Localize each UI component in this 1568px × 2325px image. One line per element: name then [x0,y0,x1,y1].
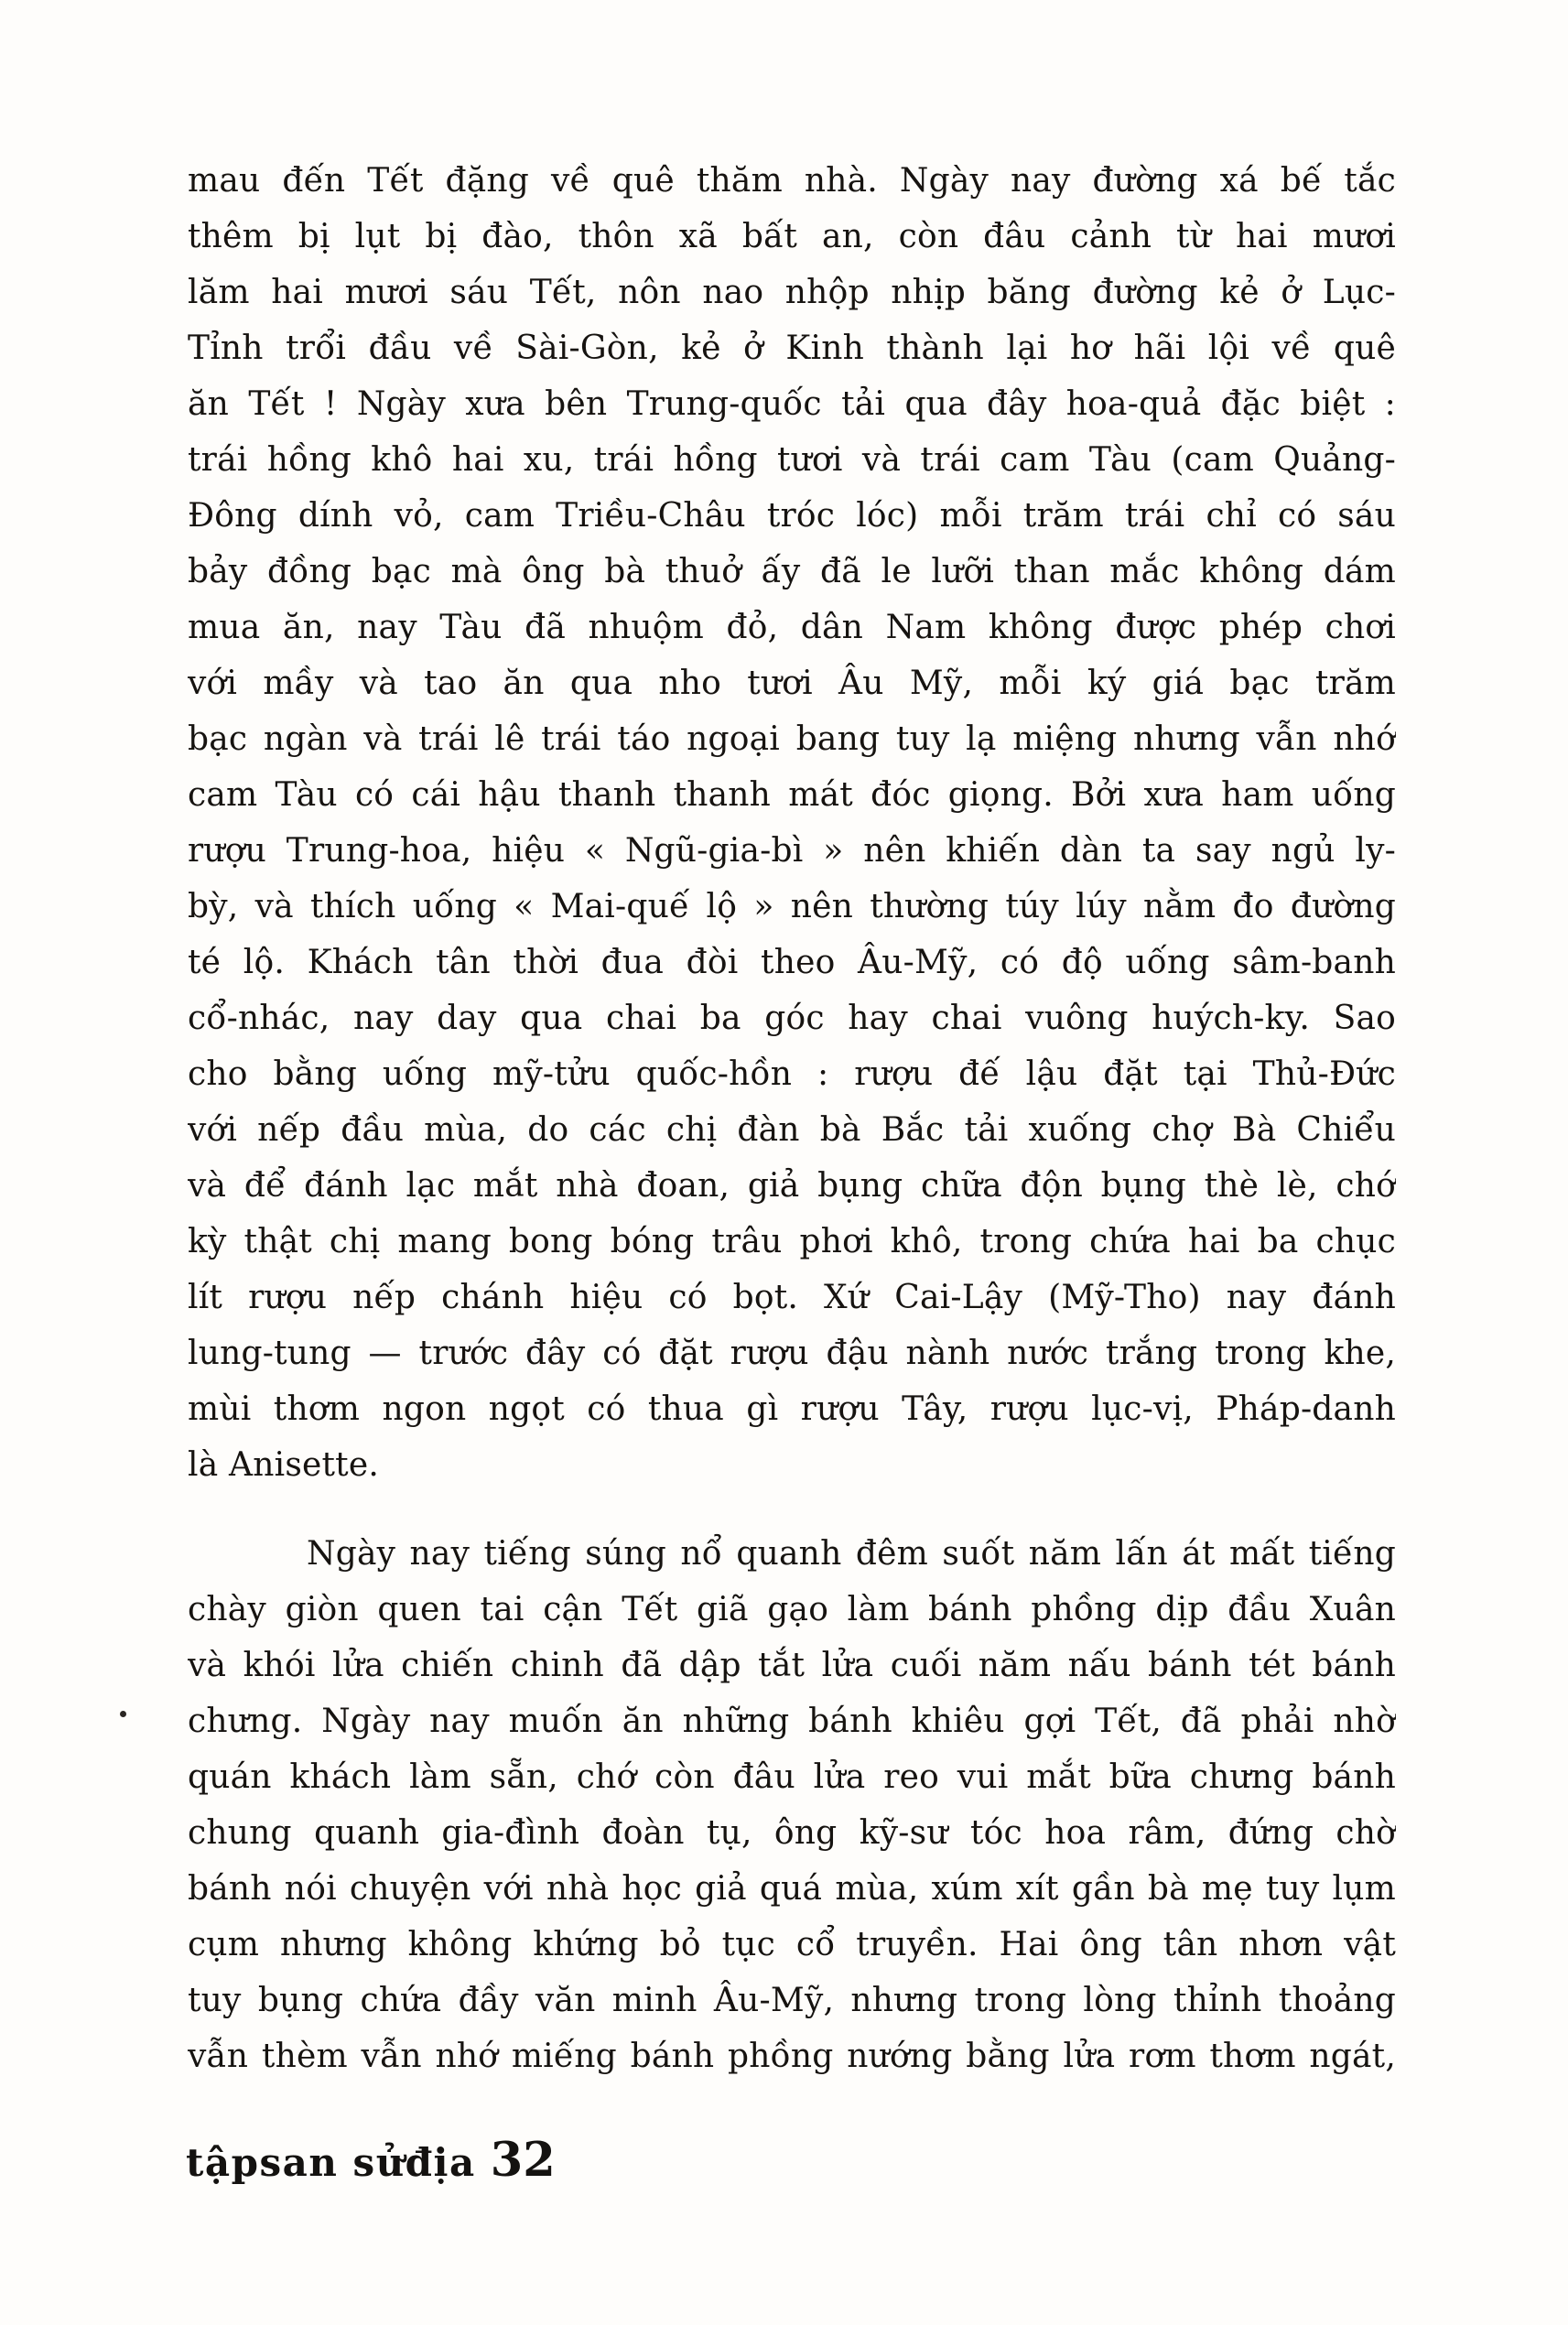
paragraph [188,153,1396,1493]
text-line: lăm hai mươi sáu Tết, nôn nao nhộp nhịp băng đường kẻ ở Lục- [188,274,1396,311]
text-line: chày giòn quen tai cận Tết giã gạo làm bánh phồng dịp đầu Xuân [188,1591,1396,1628]
page-footer [186,2133,556,2188]
text-line: chưng. Ngày nay muốn ăn những bánh khiêu gợi Tết, đã phải nhờ [188,1703,1396,1740]
text-line: Đông dính vỏ, cam Triều-Châu tróc lóc) mỗi trăm trái chỉ có sáu [188,497,1396,535]
text-line: mau đến Tết đặng về quê thăm nhà. Ngày nay đường xá bế tắc [188,162,1396,200]
text-line: bánh nói chuyện với nhà học giả quá mùa, xúm xít gần bà mẹ tuy lụm [188,1870,1396,1908]
stray-ink-dot [120,1711,126,1717]
text-line: vẫn thèm vẫn nhớ miếng bánh phồng nướng bằng lửa rơm thơm ngát, [188,2038,1396,2075]
text-line: là Anisette. [188,1446,379,1484]
text-line: bảy đồng bạc mà ông bà thuở ấy đã le lưỡi than mắc không dám [188,553,1396,590]
text-line: tuy bụng chứa đầy văn minh Âu-Mỹ, nhưng trong lòng thỉnh thoảng [188,1982,1396,2019]
text-line: với mầy và tao ăn qua nho tươi Âu Mỹ, mỗi ký giá bạc trăm [188,665,1396,702]
text-line: Ngày nay tiếng súng nổ quanh đêm suốt năm lấn át mất tiếng [307,1535,1396,1573]
text-line: và khói lửa chiến chinh đã dập tắt lửa cuối năm nấu bánh tét bánh [188,1647,1396,1684]
text-line: lít rượu nếp chánh hiệu có bọt. Xứ Cai-Lậy (Mỹ-Tho) nay đánh [188,1279,1396,1316]
text-line: rượu Trung-hoa, hiệu « Ngũ-gia-bì » nên khiến dàn ta say ngủ ly- [188,832,1396,870]
text-line: bạc ngàn và trái lê trái táo ngoại bang tuy lạ miệng nhưng vẫn nhớ [188,720,1396,758]
paragraph [188,1526,1396,2084]
text-line: và để đánh lạc mắt nhà đoan, giả bụng chữa độn bụng thè lè, chớ [188,1167,1396,1205]
text-line: quán khách làm sẵn, chớ còn đâu lửa reo vui mắt bữa chưng bánh [188,1758,1396,1796]
text-line: mua ăn, nay Tàu đã nhuộm đỏ, dân Nam không được phép chơi [188,609,1396,646]
text-line: kỳ thật chị mang bong bóng trâu phơi khô, trong chứa hai ba chục [188,1223,1396,1260]
text-line: mùi thơm ngon ngọt có thua gì rượu Tây, rượu lục-vị, Pháp-danh [188,1390,1396,1428]
text-line: cam Tàu có cái hậu thanh thanh mát đóc giọng. Bởi xưa ham uống [188,776,1396,814]
body-text [188,153,1396,2084]
text-line: trái hồng khô hai xu, trái hồng tươi và trái cam Tàu (cam Quảng- [188,441,1396,479]
text-line: lung-tung — trước đây có đặt rượu đậu nành nước trắng trong khe, [188,1335,1396,1372]
text-line: chung quanh gia-đình đoàn tụ, ông kỹ-sư tóc hoa râm, đứng chờ [188,1814,1396,1852]
text-line: bỳ, và thích uống « Mai-quế lộ » nên thường túy lúy nằm đo đường [188,888,1396,925]
text-line: với nếp đầu mùa, do các chị đàn bà Bắc tải xuống chợ Bà Chiểu [188,1111,1396,1149]
issue-number: 32 [490,2133,556,2188]
text-line: cụm nhưng không khứng bỏ tục cổ truyền. Hai ông tân nhơn vật [188,1926,1396,1963]
text-line: Tỉnh trổi đầu về Sài-Gòn, kẻ ở Kinh thành lại hơ hãi lội về quê [188,330,1396,367]
text-line: té lộ. Khách tân thời đua đòi theo Âu-Mỹ, có độ uống sâm-banh [188,944,1396,981]
text-line: cổ-nhác, nay day qua chai ba góc hay chai vuông huých-ky. Sao [188,1000,1396,1037]
journal-title: tậpsan sửđịa [186,2140,476,2185]
text-line: cho bằng uống mỹ-tửu quốc-hồn : rượu đế lậu đặt tại Thủ-Đức [188,1055,1396,1093]
text-line: ăn Tết ! Ngày xưa bên Trung-quốc tải qua đây hoa-quả đặc biệt : [188,385,1396,423]
text-line: thêm bị lụt bị đào, thôn xã bất an, còn đâu cảnh từ hai mươi [188,218,1396,255]
